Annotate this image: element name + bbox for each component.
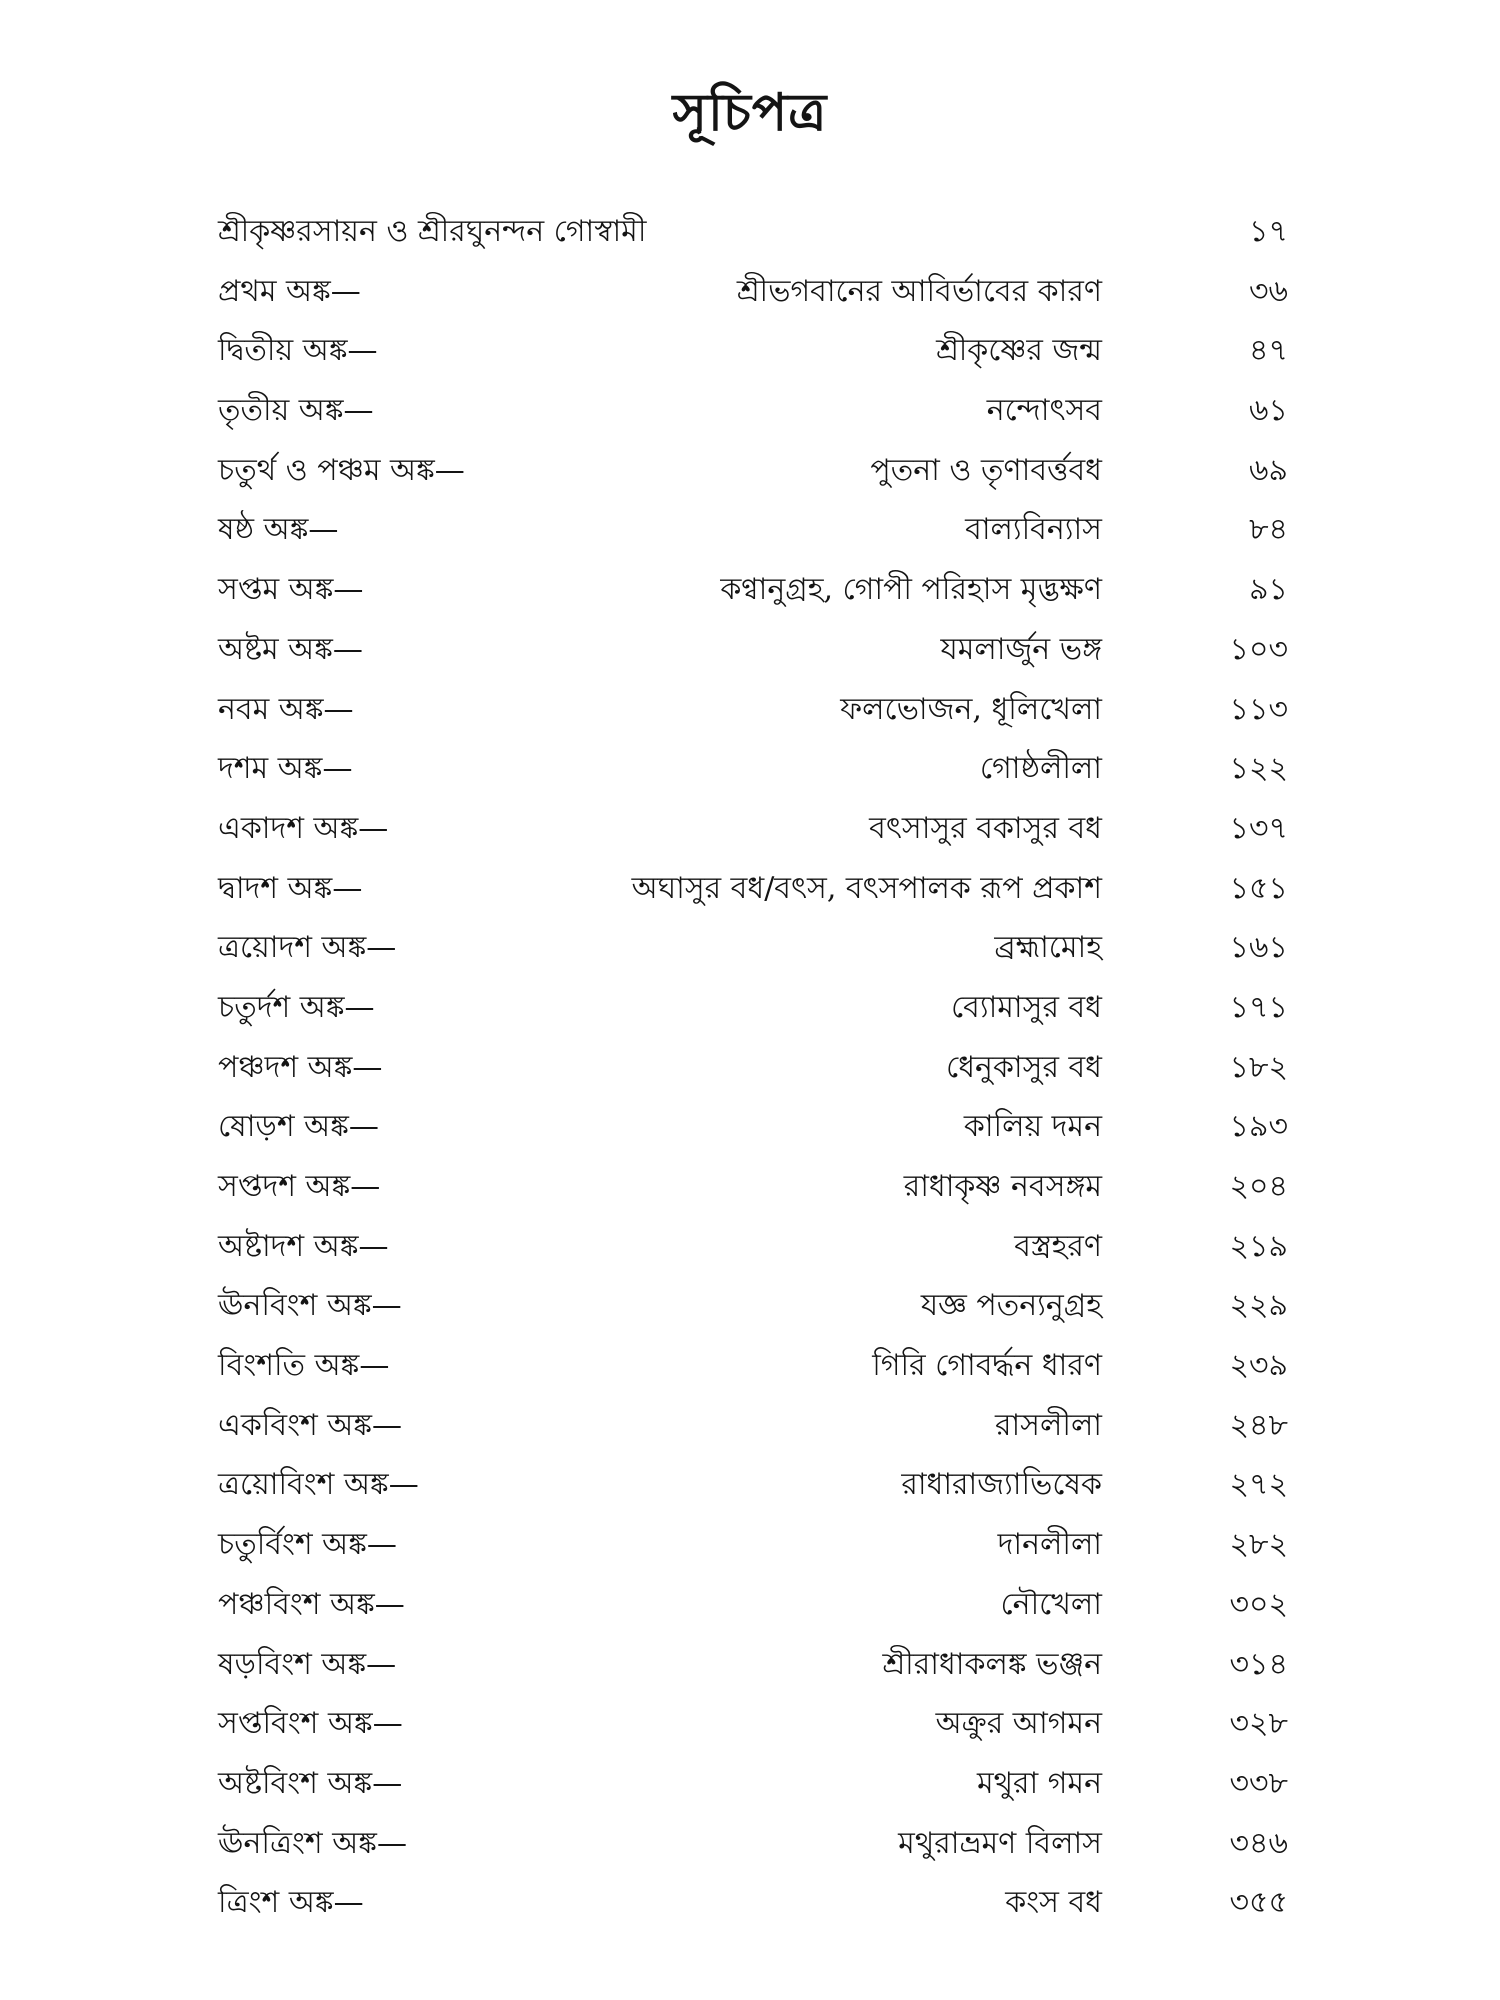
page-title: সূচিপত্র bbox=[672, 82, 828, 143]
toc-intro-row bbox=[218, 202, 1288, 262]
chapter-label: চতুর্থ ও পঞ্চম অঙ্ক— bbox=[218, 452, 465, 488]
page-number: ২২৯ bbox=[1229, 1288, 1288, 1324]
page-number: ৩৩৮ bbox=[1229, 1765, 1288, 1801]
page-number: ৬৯ bbox=[1249, 452, 1288, 488]
page-number: ১৮২ bbox=[1229, 1049, 1288, 1085]
toc-entry-row bbox=[218, 441, 1288, 501]
page-number: ১০৩ bbox=[1229, 631, 1288, 667]
toc-entry-row bbox=[218, 1217, 1288, 1277]
chapter-label: প্রথম অঙ্ক— bbox=[218, 273, 361, 309]
page-number: ৩৪৬ bbox=[1229, 1825, 1288, 1861]
chapter-label: একবিংশ অঙ্ক— bbox=[218, 1407, 403, 1443]
intro-page-number: ১৭ bbox=[1249, 214, 1288, 249]
chapter-topic: কালিয় দমন bbox=[963, 1109, 1102, 1145]
chapter-label: চতুর্বিংশ অঙ্ক— bbox=[218, 1527, 397, 1563]
chapter-label: দশম অঙ্ক— bbox=[218, 751, 353, 787]
chapter-label: ত্রয়োদশ অঙ্ক— bbox=[218, 930, 397, 966]
chapter-label: অষ্টাদশ অঙ্ক— bbox=[218, 1228, 389, 1264]
chapter-topic: পুতনা ও তৃণাবর্ত্তবধ bbox=[870, 452, 1102, 488]
chapter-label: ঊনত্রিংশ অঙ্ক— bbox=[218, 1825, 407, 1861]
chapter-topic: ব্রহ্মামোহ bbox=[994, 930, 1102, 966]
toc-entry-row bbox=[218, 1575, 1288, 1635]
page-number: ৮৪ bbox=[1249, 512, 1288, 548]
chapter-topic: শ্রীভগবানের আবির্ভাবের কারণ bbox=[736, 273, 1102, 309]
page-number: ৩৫৫ bbox=[1229, 1885, 1288, 1921]
chapter-label: ষোড়শ অঙ্ক— bbox=[218, 1109, 379, 1145]
chapter-label: ষড়বিংশ অঙ্ক— bbox=[218, 1646, 397, 1682]
page-number: ২৮২ bbox=[1229, 1527, 1288, 1563]
page-number: ৯১ bbox=[1249, 572, 1288, 608]
chapter-label: চতুর্দশ অঙ্ক— bbox=[218, 989, 375, 1025]
page-number: ২৪৮ bbox=[1229, 1407, 1288, 1443]
toc-entry-row bbox=[218, 1097, 1288, 1157]
toc-entry-row bbox=[218, 620, 1288, 680]
chapter-topic: যজ্ঞ পতন্যনুগ্রহ bbox=[920, 1288, 1102, 1324]
toc-entry-row bbox=[218, 1814, 1288, 1874]
chapter-topic: বাল্যবিন্যাস bbox=[965, 512, 1102, 548]
page-number: ১৬১ bbox=[1229, 930, 1288, 966]
toc-entry-row bbox=[218, 799, 1288, 859]
chapter-label: সপ্তদশ অঙ্ক— bbox=[218, 1169, 381, 1204]
toc-entry-row bbox=[218, 859, 1288, 919]
chapter-topic: রাধারাজ্যাভিষেক bbox=[901, 1467, 1102, 1503]
chapter-topic: নৌখেলা bbox=[1000, 1586, 1102, 1622]
chapter-topic: বস্ত্রহরণ bbox=[1014, 1228, 1102, 1264]
toc-entry-row bbox=[218, 262, 1288, 322]
chapter-topic: ব্যোমাসুর বধ bbox=[951, 989, 1102, 1025]
chapter-label: বিংশতি অঙ্ক— bbox=[218, 1348, 390, 1384]
chapter-topic: কংস বধ bbox=[1005, 1885, 1102, 1921]
chapter-topic: রাসলীলা bbox=[994, 1407, 1102, 1443]
toc-entry-row bbox=[218, 1515, 1288, 1575]
page-number: ২১৯ bbox=[1229, 1228, 1288, 1264]
chapter-label: সপ্তম অঙ্ক— bbox=[218, 572, 364, 608]
toc-entry-row bbox=[218, 1157, 1288, 1217]
page-number: ৩২৮ bbox=[1229, 1706, 1288, 1742]
toc-entry-row bbox=[218, 1276, 1288, 1336]
chapter-topic: অক্রুর আগমন bbox=[935, 1706, 1102, 1742]
chapter-topic: ধেনুকাসুর বধ bbox=[946, 1049, 1102, 1085]
chapter-topic: শ্রীরাধাকলঙ্ক ভঞ্জন bbox=[882, 1646, 1102, 1682]
chapter-topic: ফলভোজন, ধূলিখেলা bbox=[840, 691, 1102, 727]
toc-entry-row bbox=[218, 321, 1288, 381]
chapter-topic: রাধাকৃষ্ণ নবসঙ্গম bbox=[903, 1169, 1102, 1204]
page-number: ২৭২ bbox=[1229, 1467, 1288, 1503]
chapter-topic: কণ্বানুগ্রহ, গোপী পরিহাস মৃদ্ভক্ষণ bbox=[720, 572, 1102, 608]
chapter-label: অষ্টবিংশ অঙ্ক— bbox=[218, 1765, 403, 1801]
chapter-label: একাদশ অঙ্ক— bbox=[218, 810, 389, 846]
chapter-label: ঊনবিংশ অঙ্ক— bbox=[218, 1288, 402, 1324]
page-number: ৩৬ bbox=[1248, 273, 1288, 309]
chapter-label: ত্রয়োবিংশ অঙ্ক— bbox=[218, 1467, 419, 1503]
page-number: ৬১ bbox=[1249, 393, 1288, 429]
toc-entry-row bbox=[218, 739, 1288, 799]
toc-entry-row bbox=[218, 680, 1288, 740]
toc-entry-row bbox=[218, 500, 1288, 560]
toc-entry-row bbox=[218, 1038, 1288, 1098]
page-number: ২৩৯ bbox=[1229, 1348, 1288, 1384]
page-number: ২০৪ bbox=[1229, 1169, 1288, 1204]
chapter-topic: বৎসাসুর বকাসুর বধ bbox=[869, 810, 1102, 846]
page-number: ৩১৪ bbox=[1229, 1646, 1288, 1682]
toc-entry-row bbox=[218, 560, 1288, 620]
chapter-label: তৃতীয় অঙ্ক— bbox=[218, 393, 374, 429]
toc-entry-row bbox=[218, 918, 1288, 978]
page-number: ১৫১ bbox=[1229, 870, 1288, 906]
chapter-label: পঞ্চবিংশ অঙ্ক— bbox=[218, 1586, 405, 1622]
chapter-label: সপ্তবিংশ অঙ্ক— bbox=[218, 1706, 403, 1742]
chapter-topic: গিরি গোবর্দ্ধন ধারণ bbox=[872, 1348, 1102, 1384]
toc-entry-row bbox=[218, 1336, 1288, 1396]
toc-entry-row bbox=[218, 381, 1288, 441]
page-number: ১২২ bbox=[1229, 751, 1288, 787]
chapter-topic: মথুরাভ্রমণ বিলাস bbox=[898, 1825, 1102, 1861]
chapter-topic: গোষ্ঠলীলা bbox=[979, 751, 1102, 787]
chapter-label: ষষ্ঠ অঙ্ক— bbox=[218, 512, 339, 548]
table-of-contents bbox=[218, 202, 1288, 1933]
page-number: ১৭১ bbox=[1229, 989, 1288, 1025]
toc-entry-row bbox=[218, 1754, 1288, 1814]
toc-entry-row bbox=[218, 978, 1288, 1038]
chapter-topic: অঘাসুর বধ/বৎস, বৎসপালক রূপ প্রকাশ bbox=[631, 870, 1102, 906]
page-number: ৪৭ bbox=[1249, 333, 1288, 369]
page-number: ১১৩ bbox=[1229, 691, 1288, 727]
chapter-label: দ্বিতীয় অঙ্ক— bbox=[218, 333, 378, 369]
page-number: ১৩৭ bbox=[1229, 810, 1288, 846]
chapter-topic: যমলার্জুন ভঙ্গ bbox=[940, 631, 1102, 667]
page-number: ১৯৩ bbox=[1229, 1109, 1288, 1145]
chapter-topic: শ্রীকৃষ্ণের জন্ম bbox=[936, 333, 1102, 369]
intro-label: শ্রীকৃষ্ণরসায়ন ও শ্রীরঘুনন্দন গোস্বামী bbox=[218, 214, 647, 249]
toc-entry-row bbox=[218, 1455, 1288, 1515]
chapter-label: অষ্টম অঙ্ক— bbox=[218, 631, 363, 667]
toc-entry-row bbox=[218, 1694, 1288, 1754]
chapter-label: দ্বাদশ অঙ্ক— bbox=[218, 870, 363, 906]
chapter-label: ত্রিংশ অঙ্ক— bbox=[218, 1885, 364, 1921]
toc-entry-row bbox=[218, 1396, 1288, 1456]
chapter-topic: নন্দোৎসব bbox=[986, 393, 1102, 429]
chapter-label: নবম অঙ্ক— bbox=[218, 691, 354, 727]
chapter-label: পঞ্চদশ অঙ্ক— bbox=[218, 1049, 383, 1085]
toc-entry-row bbox=[218, 1635, 1288, 1695]
chapter-topic: মথুরা গমন bbox=[976, 1765, 1102, 1801]
chapter-topic: দানলীলা bbox=[997, 1527, 1102, 1563]
toc-entry-row bbox=[218, 1873, 1288, 1933]
page-number: ৩০২ bbox=[1229, 1586, 1288, 1622]
